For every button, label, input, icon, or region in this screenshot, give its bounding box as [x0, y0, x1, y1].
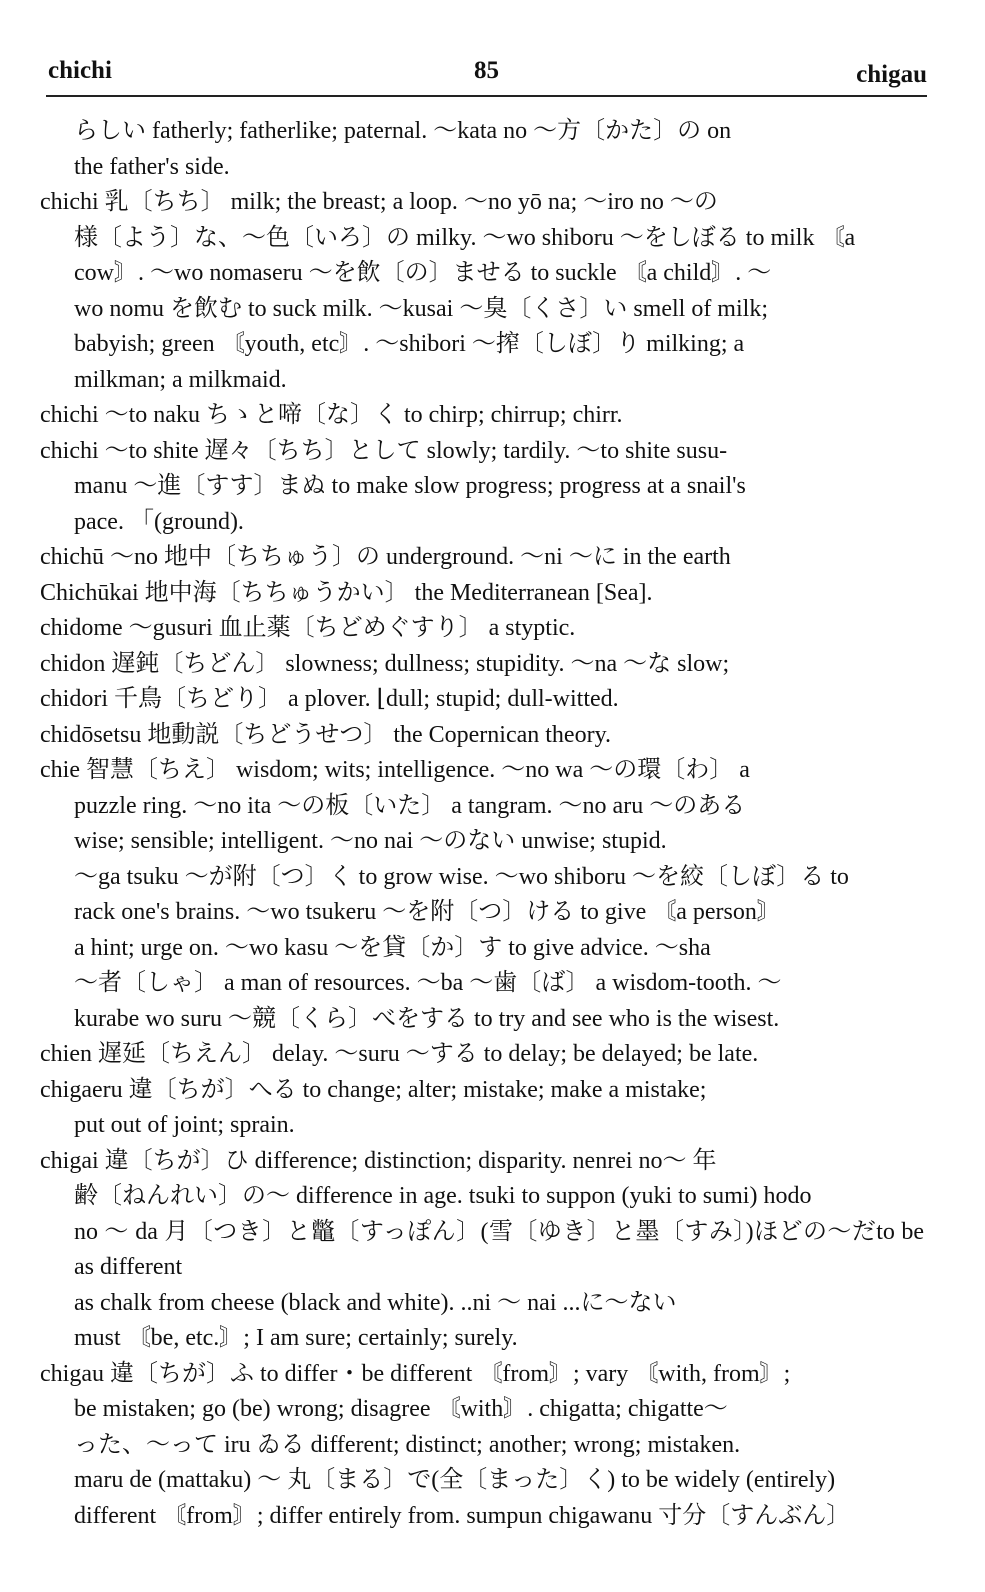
dictionary-text — [40, 114, 924, 1534]
text-line: った、～って iru ゐる different; distinct; another; wrong; mistaken. — [74, 1431, 741, 1458]
text-line: ～者〔しゃ〕 a man of resources. ～ba ～歯〔ば〕 a wisdom-tooth. ～ — [74, 970, 782, 996]
text-line: cow〙. ～wo nomaseru ～を飲〔の〕ませる to suckle 〘a child〙. ～ — [74, 260, 772, 286]
text-line: a hint; urge on. ～wo kasu ～を貸〔か〕す to give advice. ～sha — [74, 934, 711, 961]
text-line: the father's side. — [74, 153, 230, 180]
entry-chigai: chigai 違〔ちが〕ひ difference; distinction; disparity. nenrei no～ 年 — [40, 1147, 717, 1174]
text-line: manu ～進〔すす〕まぬ to make slow progress; progress at a snail's — [74, 473, 746, 499]
text-line: be mistaken; go (be) wrong; disagree 〘with〙. chigatta; chigatte～ — [74, 1396, 728, 1422]
entry-chidome: chidome ～gusuri 血止薬〔ちどめぐすり〕 a styptic. — [40, 615, 576, 641]
entry-chichukai: Chichūkai 地中海〔ちちゅうかい〕 the Mediterranean [Sea]. — [40, 579, 653, 606]
text-line: pace. 「(ground). — [74, 508, 244, 535]
text-line: puzzle ring. ～no ita ～の板〔いた〕 a tangram. ～no aru ～のある — [74, 792, 746, 819]
entry-chien: chien 遅延〔ちえん〕 delay. ～suru ～する to delay; be delayed; be late. — [40, 1041, 759, 1067]
entry-chichu: chichū ～no 地中〔ちちゅう〕の underground. ～ni ～に in the earth — [40, 544, 731, 570]
entry-chigau: chigau 違〔ちが〕ふ to differ・be different 〘from〙; vary 〘with, from〙; — [40, 1360, 791, 1387]
text-line: ～ga tsuku ～が附〔つ〕く to grow wise. ～wo shiboru ～を絞〔しぼ〕る to — [74, 863, 849, 890]
right-guide-word: chigau — [856, 61, 927, 88]
text-line: different 〘from〙; differ entirely from. sumpun chigawanu 寸分〔すんぶん〕 — [74, 1502, 851, 1529]
text-line: kurabe wo suru ～競〔くら〕べをする to try and see who is the wisest. — [74, 1005, 780, 1032]
text-line: milkman; a milkmaid. — [74, 366, 287, 393]
text-line: らしい fatherly; fatherlike; paternal. ～kata no ～方〔かた〕の on — [74, 118, 732, 144]
entry-chidosetsu: chidōsetsu 地動説〔ちどうせつ〕 the Copernican theory. — [40, 721, 612, 748]
page-header — [46, 55, 927, 97]
text-line: 様〔よう〕な、～色〔いろ〕の milky. ～wo shiboru ～をしぼる to milk 〘a — [74, 224, 856, 251]
text-line: must 〘be, etc.〙; I am sure; certainly; surely. — [74, 1325, 518, 1351]
text-line: wise; sensible; intelligent. ～no nai ～のない unwise; stupid. — [74, 828, 667, 854]
page-number: 85 — [474, 57, 499, 84]
entry-chie: chie 智慧〔ちえ〕 wisdom; wits; intelligence. ～no wa ～の環〔わ〕 a — [40, 757, 750, 783]
entry-chichi-milk: chichi 乳〔ちち〕 milk; the breast; a loop. ～no yō na; ～iro no ～の — [40, 189, 718, 215]
text-line: 齢〔ねんれい〕の～ difference in age. tsuki to suppon (yuki to sumi) hodo — [74, 1183, 812, 1209]
left-guide-word: chichi — [48, 57, 112, 84]
entry-chidori: chidori 千鳥〔ちどり〕 a plover. ⌊dull; stupid; dull-witted. — [40, 686, 619, 712]
entry-chichi-chirp: chichi ～to naku ちゝと啼〔な〕く to chirp; chirrup; chirr. — [40, 402, 623, 428]
entry-chigaeru: chigaeru 違〔ちが〕へる to change; alter; mistake; make a mistake; — [40, 1076, 707, 1103]
text-line: babyish; green 〘youth, etc〙. ～shibori ～搾〔しぼ〕り milking; a — [74, 331, 745, 357]
entry-chidon: chidon 遅鈍〔ちどん〕 slowness; dullness; stupidity. ～na ～な slow; — [40, 650, 730, 677]
text-line: put out of joint; sprain. — [74, 1112, 295, 1138]
text-line: no ～ da 月〔つき〕と鼈〔すっぽん〕(雪〔ゆき〕と墨〔すみ〕)ほどの～だto be as different — [74, 1218, 924, 1280]
text-line: as chalk from cheese (black and white). ..ni ～ nai ...に～ない — [74, 1289, 677, 1316]
text-line: wo nomu を飲む to suck milk. ～kusai ～臭〔くさ〕い smell of milk; — [74, 295, 768, 322]
text-line: rack one's brains. ～wo tsukeru ～を附〔つ〕ける to give 〘a person〙 — [74, 899, 781, 925]
entry-chichi-slowly: chichi ～to shite 遅々〔ちち〕として slowly; tardily. ～to shite susu- — [40, 437, 728, 464]
text-line: maru de (mattaku) ～ 丸〔まる〕で(全〔まった〕く) to be widely (entirely) — [74, 1467, 836, 1493]
